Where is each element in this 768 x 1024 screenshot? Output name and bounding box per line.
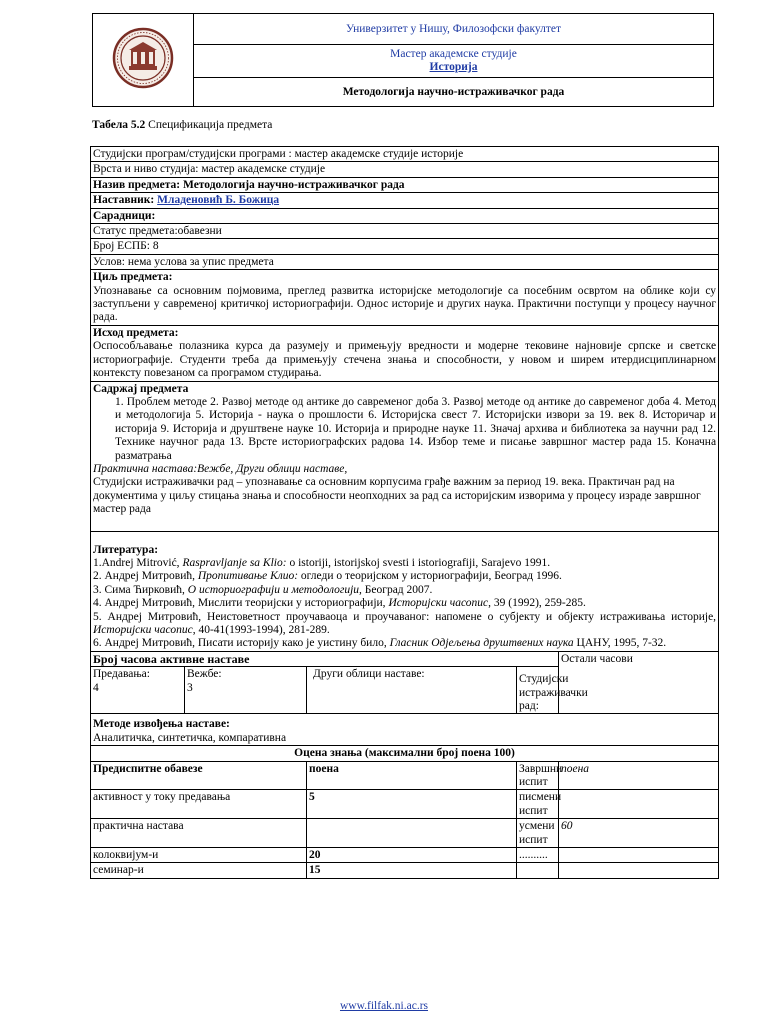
specification-table (90, 146, 719, 879)
lit-item: 6. Андреј Митровић, Писати историју како је уистину било, Гласник Одјељења друштвених наука ЦАНУ, 1995, 7-32. (93, 637, 667, 650)
final-points-header: поена (559, 761, 719, 790)
methods-text: Аналитичка, синтетичка, компаративна (93, 731, 287, 744)
lit-item: 5. Андреј Митровић, Неистоветност проучаваоца и проучаваног: напомене о субјекту и објекту истраживања историје, Историјски часопис, 40-41(1993-1994), 281-289. (93, 610, 717, 636)
literature-label: Литература: (93, 543, 159, 556)
table-caption (92, 119, 272, 131)
university-seal-icon (111, 26, 175, 90)
teacher-label: Наставник: (93, 194, 158, 207)
practical-text: Студијски истраживачки рад – упознавање са основним корпусима грађе важним за период 19. века. Практичан рад на документима у циљу стицања знања и способности неопходних за рад са историјским изворима у процесу израде завршног мастер рада (93, 476, 701, 516)
goal-row (91, 270, 719, 326)
content-list: 1. Проблем методе 2. Развој методе од антике до савременог доба 3. Развој методе од антике до савременог доба 4. Метод и методологија 5. Историја - наука о прошлости 6. Историјска свест 7. Историјски извори за 19. век 8. Историчар и историја 9. Историја и друштвене науке 10. Историја и природне науке 11. Значај архива и библиотека за научни рад 12. Технике научног рада 13. Врсте историографских радова 14. Избор теме и писање завршног мастер рада 15. Коначна разматрања (115, 395, 717, 462)
table-row: активност у току предавања 5 писмени испит (91, 790, 719, 819)
level-row: Врста и ниво студија: мастер академске студије (91, 162, 719, 177)
course-title: Методологија научно-истраживачког рада (342, 85, 565, 98)
status-row: Статус предмета:обавезни (91, 224, 719, 239)
ects-row: Број ЕСПБ: 8 (91, 239, 719, 254)
other-hours: Остали часови (559, 651, 719, 714)
content-label: Садржај предмета (93, 382, 189, 395)
hours-label: Број часова активне наставе (91, 651, 559, 666)
lit-item: 2. Андреј Митровић, Пропитивање Клио: огледи о теоријском у историографији, Београд 1996. (93, 570, 562, 583)
table-row: колоквијум-и 20 .......... (91, 848, 719, 863)
associates-row: Сарадници: (91, 208, 719, 223)
program-line: Мастер академске студије (390, 48, 517, 60)
footer (0, 1000, 768, 1012)
lit-item: 1.Andrej Mitrović, Raspravljanje sa Klio: o istoriji, istorijskoj svesti i istoriografiji, Sarajevo 1991. (93, 556, 551, 569)
exercises-value: 3 (187, 681, 193, 694)
grading-title: Оцена знања (максимални број поена 100) (91, 746, 719, 761)
outcome-label: Исход предмета: (93, 326, 179, 339)
methods-row (91, 714, 719, 746)
goal-label: Циљ предмета: (93, 271, 173, 284)
prerequisite-row: Услов: нема услова за упис предмета (91, 254, 719, 269)
other-forms-cell: Други облици наставе: (307, 667, 517, 714)
literature-row (91, 531, 719, 651)
caption-text: Спецификација предмета (145, 119, 273, 131)
course-name-row: Назив предмета: Методологија научно-истраживачког рада (91, 177, 719, 192)
points-header: поена (307, 761, 517, 790)
pre-exam-header: Предиспитне обавезе (91, 761, 307, 790)
content-row (91, 381, 719, 531)
lectures-value: 4 (93, 681, 99, 694)
lit-item: 3. Сима Ћирковић, О историографији и методологији, Београд 2007. (93, 583, 433, 596)
study-program-row: Студијски програм/студијски програми : мастер академске студије историје (91, 147, 719, 162)
footer-url-link[interactable]: www.filfak.ni.ac.rs (339, 1000, 429, 1012)
program-name-link[interactable]: Историја (429, 61, 478, 73)
outcome-text: Оспособљавање полазника курса да разумеју и примењују вредности и модерне тековине најновије српске и светске историографије. Студенти треба да примењују стечена знања и способности, у новом и ширем итердисциплинарном контексту повезаном са програмом студирања. (93, 340, 717, 380)
university-name: Универзитет у Нишу, Филозофски факултет (345, 22, 562, 35)
lit-item: 4. Андреј Митровић, Мислити теоријски у историографији, Историјски часопис, 39 (1992), 259-285. (93, 597, 586, 610)
caption-label: Табела 5.2 (92, 119, 146, 131)
university-seal-cell (93, 14, 194, 107)
final-exam-header: Завршни испит (517, 761, 559, 790)
course-title-cell (194, 78, 714, 107)
research-work-cell: Студијски истраживачки рад: (517, 667, 559, 714)
outcome-row (91, 325, 719, 381)
exercises-cell: Вежбе: 3 (185, 667, 307, 714)
practical-label: Практична настава:Вежбе, Други облици наставе, (93, 462, 348, 475)
table-row: семинар-и 15 (91, 863, 719, 878)
header-table (92, 13, 714, 107)
methods-label: Методе извођења наставе: (93, 718, 230, 731)
table-row: практична настава усмени испит 60 (91, 819, 719, 848)
lectures-cell: Предавања: 4 (91, 667, 185, 714)
teacher-row (91, 193, 719, 208)
university-cell (194, 14, 714, 45)
teacher-name-link[interactable]: Младеновић Б. Божица (157, 194, 280, 207)
program-cell (194, 45, 714, 78)
goal-text: Упознавање са основним појмовима, преглед развитка историјске методологије са посебним освртом на облике који су заступљени у савременој критичкој историографији. Однос историје и других наука. Практични поступци у процесу научног рада. (93, 284, 717, 324)
